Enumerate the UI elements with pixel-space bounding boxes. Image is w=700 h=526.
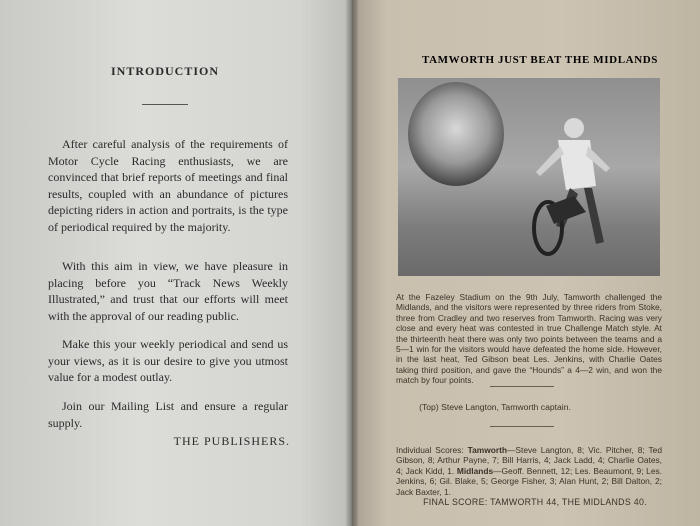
individual-scores	[396, 445, 662, 497]
introduction-heading: INTRODUCTION	[110, 64, 219, 78]
rider-photo	[398, 78, 660, 276]
speedway-rider-illustration	[526, 116, 616, 256]
page-spine	[346, 0, 358, 526]
match-report: At the Fazeley Stadium on the 9th July, Tamworth challenged the Midlands, and the visitors were represented by three riders from Stoke, three from Cradley and two reserves from Tamworth. Racing was very close and every heat was contested in true Challenge Match style. At the thirteenth heat there was only two points between the teams and a 5—1 win for the visitors would have defeated the home side. However, in the last heat, Ted Gibson beat Les. Jenkins, with Charlie Oates taking third position, and gave the “Hounds” a 4—2 win, and won the match by four points.	[396, 292, 662, 386]
scores-intro: Individual Scores:	[396, 445, 468, 455]
heading-rule	[142, 104, 188, 105]
midlands-scores: —Geoff. Bennett, 12; Les. Beaumont, 9; Les. Jenkins, 6; Gil. Blake, 5; George Fisher, 3; Alan Hunt, 2; Bill Dalton, 2; Jack Baxter, 1.	[396, 465, 662, 497]
article-heading: TAMWORTH JUST BEAT THE MIDLANDS	[421, 54, 659, 66]
intro-paragraph-4: Join our Mailing List and ensure a regular supply.	[48, 399, 288, 430]
team-tamworth: Tamworth	[467, 445, 508, 455]
team-midlands: Midlands	[456, 465, 494, 476]
report-divider	[490, 386, 554, 387]
intro-paragraph-2: With this aim in view, we have pleasure in placing before you “Track News Weekly Illustrated,” and trust that our efforts will meet with the approval of our reading public.	[48, 259, 288, 323]
portrait-inset	[408, 82, 504, 186]
photo-caption: (Top) Steve Langton, Tamworth captain.	[419, 402, 571, 412]
publishers-signoff: THE PUBLISHERS.	[173, 434, 290, 448]
caption-divider	[490, 426, 554, 427]
final-score: FINAL SCORE: TAMWORTH 44, THE MIDLANDS 40.	[423, 497, 647, 507]
intro-paragraph-3: Make this your weekly periodical and send us your views, as it is our desire to give you utmost value for a modest outlay.	[48, 337, 288, 384]
tamworth-scores: —Steve Langton, 8; Vic. Pitcher, 8; Ted Gibson, 8; Arthur Payne, 7; Bill Harris, 4; Jack Ladd, 4; Charlie Oates, 4; Jack Kidd, 1.	[396, 445, 662, 476]
intro-paragraph-1: After careful analysis of the requirements of Motor Cycle Racing enthusiasts, we are convinced that brief reports of meetings and final results, coupled with an abundance of pictures depicting riders in action and portraits, is the type of periodical required by the majority.	[48, 137, 288, 234]
